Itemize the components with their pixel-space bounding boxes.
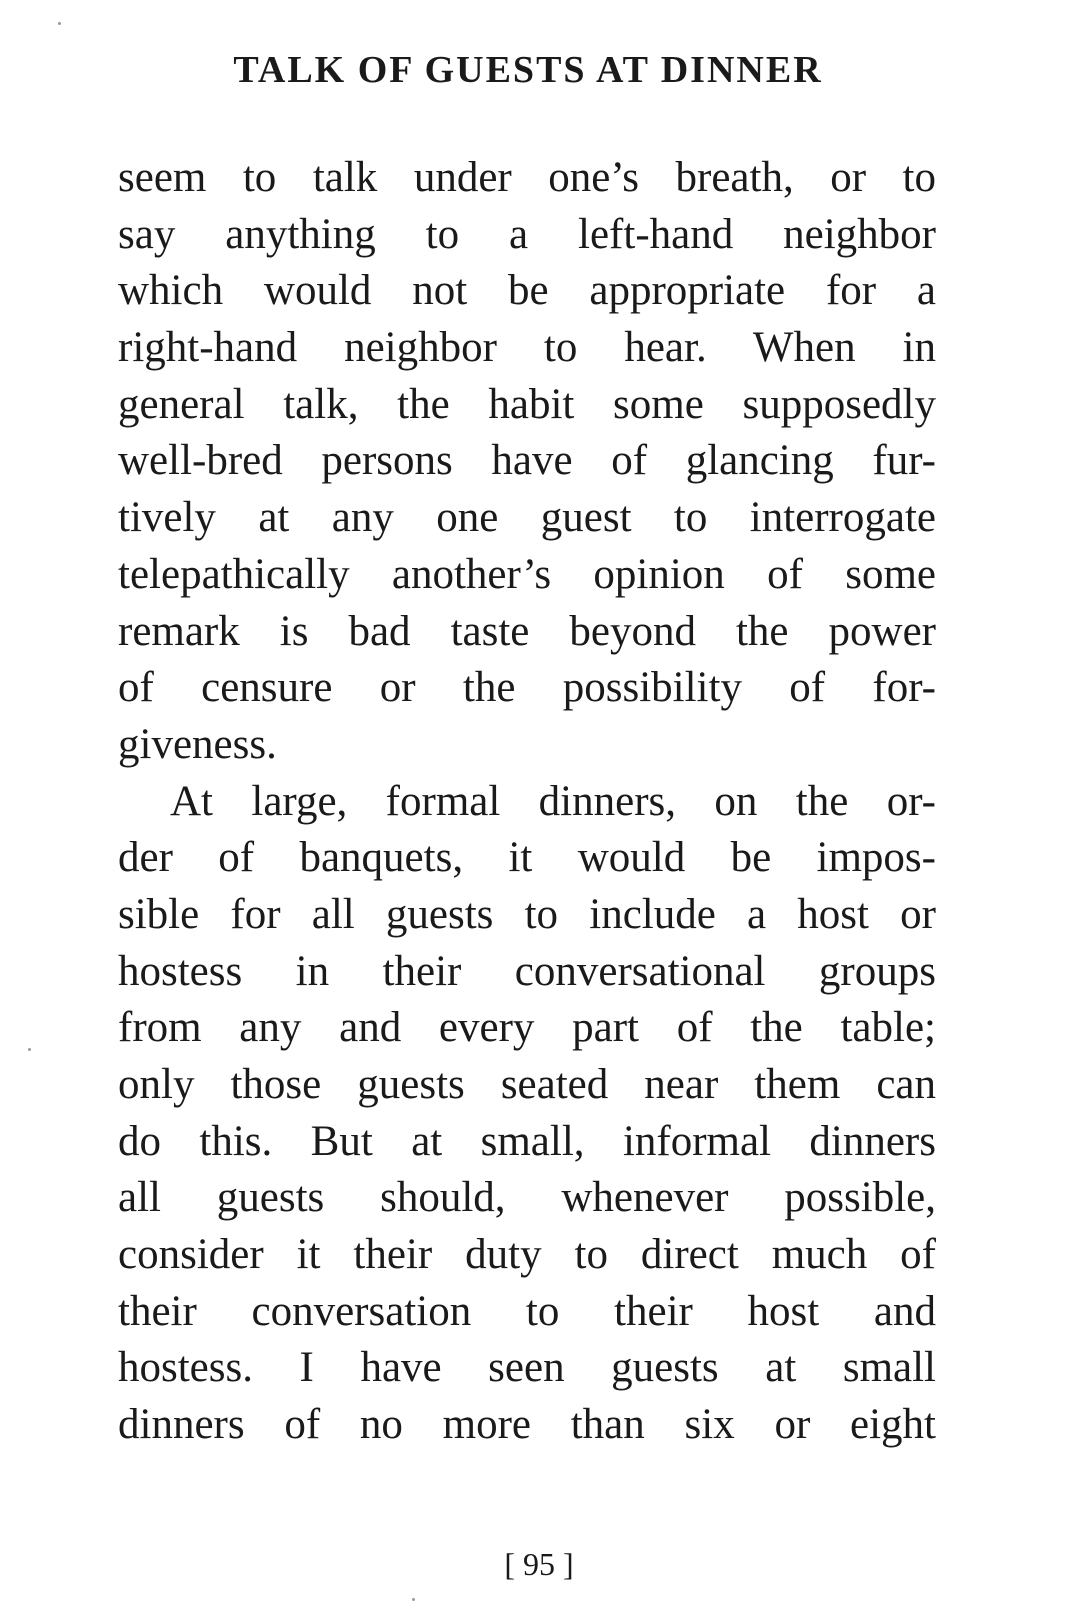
text-line: from any and every part of the table;: [118, 1004, 936, 1052]
text-line: right-hand neighbor to hear. When in: [118, 324, 936, 372]
page-number: [ 95 ]: [504, 1546, 574, 1582]
text-line: remark is bad taste beyond the power: [118, 607, 936, 655]
text-line: sible for all guests to include a host or: [118, 890, 936, 938]
text-line: seem to talk under one’s breath, or to: [118, 154, 936, 201]
body-text: [118, 150, 936, 1454]
text-line: do this. But at small, informal dinners: [118, 1117, 936, 1165]
text-line: hostess in their conversational groups: [118, 947, 936, 995]
text-line: all guests should, whenever possible,: [118, 1174, 936, 1222]
text-line: telepathically another’s opinion of some: [118, 550, 936, 598]
scan-speck: [58, 22, 61, 25]
text-line: hostess. I have seen guests at small: [118, 1344, 936, 1392]
text-line: consider it their duty to direct much of: [118, 1231, 936, 1279]
text-line: der of banquets, it would be impos-: [118, 834, 936, 882]
text-line: only those guests seated near them can: [118, 1061, 936, 1108]
text-line: their conversation to their host and: [118, 1287, 936, 1335]
text-line: giveness.: [118, 720, 277, 768]
text-line: say anything to a left-hand neighbor: [118, 210, 936, 258]
text-line: of censure or the possibility of for-: [118, 664, 936, 712]
text-line: dinners of no more than six or eight: [118, 1401, 936, 1449]
scan-speck: [412, 1598, 415, 1601]
text-line: general talk, the habit some supposedly: [118, 380, 936, 428]
text-line: At large, formal dinners, on the or-: [170, 777, 936, 825]
text-line: which would not be appropriate for a: [118, 267, 936, 315]
running-head: TALK OF GUESTS AT DINNER: [233, 49, 823, 91]
text-line: tively at any one guest to interrogate: [118, 494, 936, 542]
scan-speck: [28, 1048, 31, 1051]
text-line: well-bred persons have of glancing fur-: [118, 437, 936, 485]
